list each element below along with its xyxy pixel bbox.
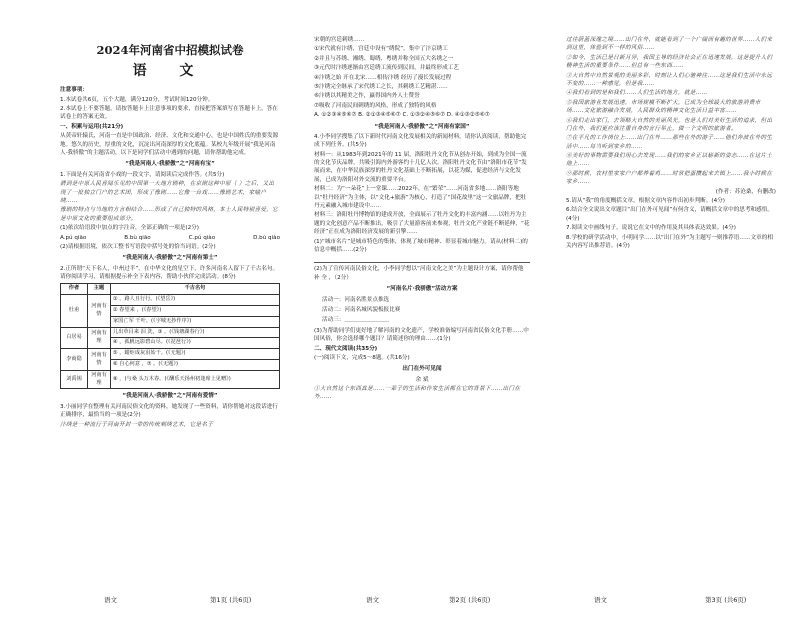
notice-line: 2.本试卷上不要答题，请按答题卡上注意事项的要求，直接把答案填写在答题卡上，答在试卷上的答案无效。 (60, 106, 278, 121)
footer-page-number: 第3页 (共6页) (705, 596, 747, 604)
footer-page-number: 第2页 (共6页) (449, 596, 491, 604)
page-column-2 (314, 36, 530, 584)
line-cell: ④ ，孤帆远影碧山尽。(《琵琶行》) (111, 338, 280, 349)
section-heading: “我是河南人·我骄傲”之“河南有宝” (125, 161, 215, 168)
line-cell: 家国亡军 千叶。(《宇城无抄作序》) (111, 316, 280, 327)
table-header-row (61, 284, 280, 295)
question-4c: (3)为帮助同学们更好地了解河南的文化遗产，学校准备编写河南省民俗文化手册……中国风俗，你会选择哪个题目？请简述你的理由……(1分) (314, 327, 529, 343)
section-heading: “我是河南人·我骄傲”之“河南有第士” (122, 255, 218, 262)
story-paragraph: ④我们看到的是和我们……人们生活的地方，就是…… (566, 90, 708, 97)
answer-options: A. ①②③④⑤⑥⑦ B. ②①③④⑤⑥⑦ C. ①③②④⑤⑥⑦ D. ④①③②⑤⑥⑦ (314, 112, 490, 119)
exam-title: 2024年河南省中招模拟试卷 (96, 43, 244, 57)
section-heading: “我是河南人·我骄傲”之“河南有家国” (374, 123, 470, 130)
part-heading: 一、积累与运用(共21分) (60, 123, 124, 130)
scheme-item: 活动二：河南名城风貌板报比赛 (322, 306, 401, 313)
table-row (61, 370, 280, 389)
question-4b: (2)为了宣传河南民俗文化，小李同学想以“河南文化之美”为主题设计方案，请你帮他 补 全 ，（2分） (314, 266, 524, 281)
question-4a: (1)“城市名片”是城市特色的集体，体现了城市精神、彰显着城市魅力。请从(材料二)的信息中概括……(2分) (314, 238, 528, 253)
line-cell: ⑤ ，蜡炬成灰泪始干。(《无题》) (111, 349, 280, 360)
question-1b: (2)请根据语境，依次工整书写语段中括号处的恰当词语。(2分) (60, 243, 216, 250)
question-6: 6.结合全文说出文章题目“出门在外可见闻”有何含义，请概括文章中的思考和感悟。(4分) (566, 207, 773, 222)
author-cell: 刘禹锡 (61, 370, 88, 389)
question-7: 7.阅读文中画线句子，说说它在文中的作用及其具体表达效果。(4分) (566, 225, 736, 232)
page-column-1 (60, 36, 280, 584)
scheme-item: 活动一：河南名胜景点推选 (322, 296, 390, 303)
theme-cell: 河南有情 (88, 349, 111, 371)
story-paragraph: ⑨那时候，农村里家家户户都养着鸡……时常把蛋攒起来去镇上……我小时候在家乡…… (566, 170, 773, 186)
author-cell: 白居易 (61, 327, 88, 349)
story-paragraph: 过往蔚蓝深邃之境……出门在外，就能看到了一个广阔而有趣的世界……人们来到这里，体验到不一样的风俗…… (566, 37, 773, 52)
theme-cell: 河南有情 (88, 295, 111, 327)
option-c: C.pú qiào (188, 234, 216, 241)
sentence-line: ④汴绣之始 开在北宋……相传汴绣 经历了漫长发展过程 (314, 74, 452, 81)
theme-cell: 河南有理 (88, 370, 111, 389)
handwritten-passage: 豫剧的特点与当地的方言相结合……形成了自己独特的风格，本土人民特别喜爱，它是中原文化的重要组成部分。 (60, 207, 279, 222)
question-3: 3.小丽同学在整理有关河南民俗文化的资料，她发现了一些资料，请你帮她对这段话进行正确排序，最恰当的一项是(2分) (60, 403, 278, 419)
theme-cell: 河南有理 (88, 327, 111, 349)
footer-subject: 语文 (104, 596, 117, 604)
sentence-line: 宋朝的宫廷刺绣…… (314, 37, 365, 43)
material-2: 材料二：为“一朵花”上一堂课……2022年，在“繁荣”……河南省多地……洛阳等地以“牡丹经济”为主体，以“文化+旅游”为核心，打造了“国花故里”这一文旅品牌，把牡丹元素融入城市建设中…… (314, 186, 527, 210)
column-header: 主题 (88, 284, 111, 295)
question-2: 2.正所谓“天下名人，中州过半”，在中华文化的星空下，许多河南名人留下了千古名句。请你阅读学习，请根据提示补全下表内容，帮助小伙伴完成活动。(8分) (60, 265, 279, 281)
line-cell: ② 春望来 ，(《春望》) (111, 306, 280, 317)
poem-table (60, 283, 280, 389)
table-row (61, 349, 280, 360)
subject-title: 语 文 (132, 63, 208, 80)
option-a: A.pú qiāo (60, 234, 87, 241)
story-paragraph: ⑥我们走出家门，去领略大自然的美丽风光，也是人们对美好生活的追求，但出门在外，我们更应该注重自身的言行举止，做一个文明的旅游者。 (566, 117, 773, 132)
material-3: 材料三：洛阳牡丹博物馆的建成开放，全面展示了牡丹文化的丰富内涵……以牡丹为主题的文化创意产品不断推出，吸引了大量游客前来参观，牡丹文化产业链不断延伸，“花经济”正在成为洛阳经济发展的新引擎…… (314, 212, 530, 236)
sentence-line: ⑥汴绣以其精美之作，赢得国内外人士赞誉 (314, 93, 420, 100)
sentence-line: ③元代时汴绣逐渐由宫廷绣工流传到民间，并最终形成工艺 (314, 65, 459, 72)
story-paragraph: ③大自然中自然景观的美丽多彩，时刻让人们心驰神往……这是我们生活中永远不变的……一种感觉，但是我…… (566, 72, 773, 87)
page-column-3 (566, 36, 776, 584)
material-1: 材料一：从1983年到2021年的 11 届，洛阳牡丹文化节从创办开始，到成为全国一流的文化节庆品牌，共吸引海内外游客约十几亿人次。洛阳牡丹文化节由“洛阳市花节”发展而来，在中华民族深厚的牡丹文化基础上不断拓展，以花为媒，促进经济与文化发展，已成为洛阳对外交流的重要平台。 (314, 151, 527, 183)
source-note: (作者：苏沧桑，有删改) (715, 188, 776, 195)
footer-subject: 语文 (366, 596, 379, 604)
question-1: 1.下面是有关河南省小戏的一段文字，请阅读后完成作答。(共5分) (60, 171, 225, 178)
option-b: B.bù qiāo (124, 234, 151, 241)
story-paragraph: ⑦在平凡的工作岗位上……出门在外……那些在外的游子……他们奔波在外的生活中……每当听到家乡的…… (566, 135, 773, 150)
part-heading: 二、现代文阅读(共35分) (314, 345, 378, 352)
handwritten-passage: 汴绣是一种流行于河南开封一带的传统刺绣艺术，它是名于 (60, 421, 214, 428)
reading-instruction: (一)阅读下文，完成5～8题。(共16分) (314, 354, 410, 361)
scheme-item: 活动三：＿＿＿＿＿＿＿＿ (322, 317, 390, 324)
story-paragraph: ①大自然这个东西真是……一辈子的生活和作家生活都在它的背景下……出门在外…… (314, 386, 521, 401)
sentence-line: ②并且与苏绣、湘绣、蜀绣、粤绣并称全国五大名绣之一 (314, 55, 454, 62)
question-1a: (1)依次给语段中加点的字注音，全部正确的一项是(2分) (60, 225, 199, 232)
story-paragraph: ⑧美好的事物需要我们用心去发现……我们的家乡正以崭新的姿态……在这片土地上…… (566, 153, 773, 168)
sentence-line: ①宋代就有汴绣，宫廷中设有“绣院”，集中了汴京绣工 (314, 46, 448, 53)
line-cell: ① ，路人且行行。(《望岳》) (111, 295, 280, 306)
line-cell: 儿出草目来 泪 洗，③ 。(《钱塘湖春行》) (111, 327, 280, 338)
line-cell: ⑥ 自心何意 ，⑦ 。(《无题》) (111, 360, 280, 371)
footer-page-number: 第1页 (共6页) (210, 596, 252, 604)
option-d: D.bù qiào (253, 234, 280, 241)
notice-heading: 注意事项： (60, 87, 88, 94)
question-8: 8.学校的研学活动中，小明同学……以“出门在外”为主题写一则推荐语……文章的相关内容写出推荐语。(4分) (566, 234, 773, 249)
story-paragraph: ⑤我国旅游业发展迅速，市场规模不断扩大，已成为全球最大的旅游消费市场……文化旅游融合发展，人民群众的精神文化生活日益丰富…… (566, 99, 761, 115)
story-title: 出门在外可见闻 (402, 366, 442, 373)
sentence-line: ⑦吸收了河南民间刺绣的风格，形成了独特的风格 (314, 102, 437, 109)
line-cell: ⑧ ，(与桑 头万木春。(《酬乐天扬州初逢席上见赠》) (111, 370, 280, 389)
table-row (61, 295, 280, 306)
handwritten-passage: 猜到是中原人民喜闻乐见的中国第一大地方剧种，在京剧这种中原（ ）之后，又出现了一批独立门户的艺术团，形成了豫剧……它像一台戏……豫剧艺术，家喻户晓…… (60, 181, 275, 204)
story-paragraph: ②如今，生活已是日新月异，我国主导的经济社会正在迅速发展，这是提升人们精神生活的重要条件……但总有一些东西…… (566, 54, 773, 70)
intro-paragraph: 从黄帝轩辕氏，河南一直是中国政治、经济、文化和交通中心，也是中国姓氏的重要发源地。悠久的历史，厚重的文化，沉淀出河南深厚的文化底蕴。某校九年级开展“我是河南人·我骄傲”的主题活动，以下是同学们活动中遇到的问题，请你帮助他完成。 (60, 133, 279, 156)
column-header: 作者 (61, 284, 88, 295)
scheme-title: “河南名片·我骄傲”活动方案 (386, 286, 458, 293)
story-author: 余 斌 (415, 376, 429, 383)
footer-subject: 语文 (594, 596, 607, 604)
notice-line: 1.本试卷共6页，五个大题，满分120分，考试时间120分钟。 (60, 96, 214, 103)
answer-blank-line (314, 255, 530, 263)
answer-options (60, 234, 280, 242)
author-cell: 李商隐 (61, 349, 88, 371)
question-4: 4.小李同学搜集了以下新时代河南文化发展相关的新闻材料，请你认真阅读，帮助他完成下列任务。(共5分) (314, 133, 527, 149)
author-cell: 杜甫 (61, 295, 88, 327)
sentence-line: ⑤汴绣完全继承了宋代绣工之长，其刺绣工艺精湛…… (314, 83, 448, 90)
section-heading: “我是河南人·我骄傲”之“河南有爱情” (122, 393, 218, 400)
column-header: 千古名句 (111, 284, 280, 295)
question-5: 5.请从“我”的角度概括文章，根据文章内容作出初步判断。(4分) (566, 198, 725, 205)
table-row (61, 327, 280, 338)
